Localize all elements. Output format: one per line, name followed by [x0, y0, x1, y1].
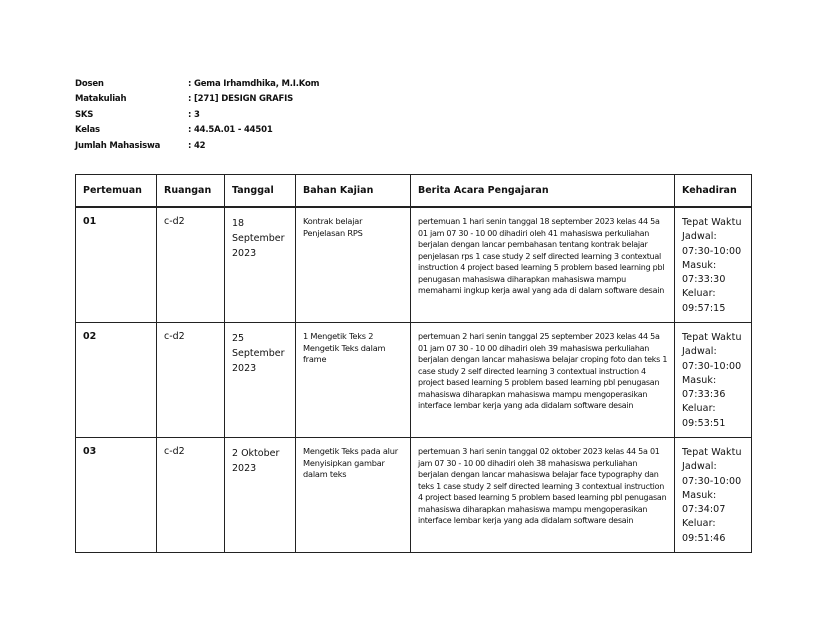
kehadiran-line: 07:30-10:00 — [682, 245, 742, 257]
attendance-table — [75, 174, 752, 553]
table-row — [76, 323, 752, 438]
table-row — [76, 438, 752, 553]
info-value: : 44.5A.01 - 44501 — [188, 125, 273, 136]
kehadiran-line: Masuk: — [682, 259, 717, 271]
kehadiran-status: Tepat Waktu — [682, 447, 742, 458]
kehadiran-line: 07:30-10:00 — [682, 475, 742, 487]
tanggal-cell: 18 September 2023 — [225, 207, 296, 323]
header-bahan-kajian: Bahan Kajian — [296, 175, 411, 208]
header-tanggal: Tanggal — [225, 175, 296, 208]
tanggal-cell: 25 September 2023 — [225, 323, 296, 438]
kehadiran-line: Jadwal: — [682, 346, 717, 358]
kehadiran-line: 09:51:46 — [682, 532, 726, 544]
info-value: : 3 — [188, 109, 200, 120]
info-label: Matakuliah — [75, 94, 127, 105]
kehadiran-line: 07:34:07 — [682, 504, 726, 516]
pertemuan-cell: 03 — [76, 438, 157, 553]
bahan-line: 1 Mengetik Teks 2 Mengetik Teks dalam frame — [303, 331, 386, 364]
kehadiran-line: Masuk: — [682, 374, 717, 386]
info-label: Jumlah Mahasiswa — [75, 140, 161, 151]
kehadiran-line: Jadwal: — [682, 231, 717, 243]
bahan-line: Kontrak belajar — [303, 216, 363, 226]
info-label: SKS — [75, 109, 94, 120]
kehadiran-line: 07:30-10:00 — [682, 360, 742, 372]
info-row-kelas — [75, 123, 319, 139]
bahan-kajian-cell — [296, 207, 411, 323]
kehadiran-line: 07:33:30 — [682, 274, 726, 286]
info-row-jumlah-mahasiswa — [75, 138, 319, 154]
kehadiran-status: Tepat Waktu — [682, 217, 742, 228]
kehadiran-line: 09:57:15 — [682, 302, 726, 314]
kehadiran-status: Tepat Waktu — [682, 332, 742, 343]
kehadiran-line: Masuk: — [682, 489, 717, 501]
tanggal-cell: 2 Oktober 2023 — [225, 438, 296, 553]
ruangan-cell: c-d2 — [157, 438, 225, 553]
header-kehadiran: Kehadiran — [675, 175, 752, 208]
header-ruangan: Ruangan — [157, 175, 225, 208]
ruangan-cell: c-d2 — [157, 323, 225, 438]
ruangan-cell: c-d2 — [157, 207, 225, 323]
info-row-dosen — [75, 76, 319, 92]
pertemuan-cell: 02 — [76, 323, 157, 438]
berita-acara-cell: pertemuan 2 hari senin tanggal 25 september 2023 kelas 44 5a 01 jam 07 30 - 10 00 dihadiri oleh 39 mahasiswa perkuliahan berjalan dengan lancar mahasiswa belajar croping foto dan teks 1 case study 2 self directed learning 3 contextual instruction 4 project based learning 5 problem based learning pbl penugasan mahasiswa diharapkan mahasiswa mampu mengoperasikan interface lembar kerja yang ada didalam software desain — [411, 323, 675, 438]
info-row-sks — [75, 107, 319, 123]
info-value: : Gema Irhamdhika, M.I.Kom — [188, 78, 320, 89]
kehadiran-cell — [675, 323, 752, 438]
kehadiran-line: Keluar: — [682, 288, 716, 300]
kehadiran-line: 07:33:36 — [682, 389, 726, 401]
info-row-matakuliah — [75, 92, 319, 108]
pertemuan-cell: 01 — [76, 207, 157, 323]
bahan-line: Mengetik Teks pada alur Menyisipkan gambar dalam teks — [303, 446, 398, 479]
info-label: Kelas — [75, 125, 100, 136]
info-value: : 42 — [188, 140, 206, 151]
kehadiran-line: Keluar: — [682, 518, 716, 530]
header-berita-acara: Berita Acara Pengajaran — [411, 175, 675, 208]
kehadiran-line: 09:53:51 — [682, 417, 726, 429]
kehadiran-cell — [675, 438, 752, 553]
info-label: Dosen — [75, 78, 104, 89]
header-pertemuan: Pertemuan — [76, 175, 157, 208]
bahan-kajian-cell — [296, 323, 411, 438]
info-value: : [271] DESIGN GRAFIS — [188, 94, 294, 105]
kehadiran-line: Keluar: — [682, 403, 716, 415]
table-row — [76, 207, 752, 323]
berita-acara-cell: pertemuan 1 hari senin tanggal 18 september 2023 kelas 44 5a 01 jam 07 30 - 10 00 dihadiri oleh 41 mahasiswa perkuliahan berjalan dengan lancar pembahasan tentang kontrak belajar penjelasan rps 1 case study 2 self directed learning 3 contextual instruction 4 project based learning 5 problem based learning pbl penugasan mahasiswa diharapkan mahasiswa mampu memahami ingkup kerja awal yang ada di dalam software desain — [411, 207, 675, 323]
bahan-line: Penjelasan RPS — [303, 227, 363, 238]
table-header-row — [76, 175, 752, 208]
course-info — [75, 76, 319, 154]
kehadiran-cell — [675, 207, 752, 323]
bahan-kajian-cell — [296, 438, 411, 553]
berita-acara-cell: pertemuan 3 hari senin tanggal 02 oktober 2023 kelas 44 5a 01 jam 07 30 - 10 00 dihadiri oleh 38 mahasiswa perkuliahan berjalan dengan lancar mahasiswa belajar face typography dan teks 1 case study 2 self directed learning 3 contextual instruction 4 project based learning 5 problem based learning pbl penugasan mahasiswa diharapkan mahasiswa mampu mengoperasikan interface lembar kerja yang ada didalam software desain — [411, 438, 675, 553]
kehadiran-line: Jadwal: — [682, 461, 717, 473]
